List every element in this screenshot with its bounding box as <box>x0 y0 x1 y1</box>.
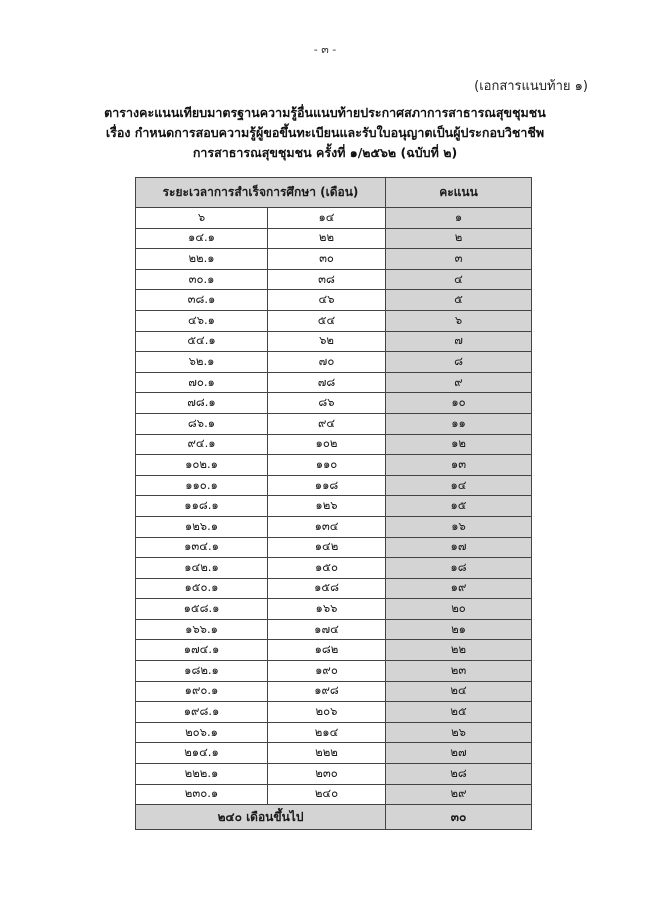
duration-from-cell: ๑๔.๑ <box>136 228 268 249</box>
table-row <box>136 475 532 496</box>
table-row <box>136 393 532 414</box>
score-cell: ๒๒ <box>386 640 532 661</box>
duration-from-cell: ๑๑๐.๑ <box>136 475 268 496</box>
score-cell: ๗ <box>386 331 532 352</box>
duration-from-cell: ๒๒๒.๑ <box>136 764 268 785</box>
score-cell: ๘ <box>386 352 532 373</box>
attachment-label: (เอกสารแนบท้าย ๑) <box>474 79 588 94</box>
table-row <box>136 681 532 702</box>
table-row <box>136 228 532 249</box>
duration-from-cell: ๑๘๒.๑ <box>136 661 268 682</box>
duration-to-cell: ๒๒๒ <box>268 743 386 764</box>
document-title <box>0 103 650 163</box>
table-row <box>136 310 532 331</box>
duration-from-cell: ๑๔๒.๑ <box>136 558 268 579</box>
title-line-3: การสาธารณสุขชุมชน ครั้งที่ ๑/๒๕๖๒ (ฉบับที่ ๒) <box>192 145 458 160</box>
score-cell: ๖ <box>386 310 532 331</box>
duration-from-cell: ๓๐.๑ <box>136 269 268 290</box>
duration-to-cell: ๔๖ <box>268 290 386 311</box>
score-cell: ๒๙ <box>386 784 532 805</box>
duration-to-cell: ๖๒ <box>268 331 386 352</box>
duration-from-cell: ๑๐๒.๑ <box>136 455 268 476</box>
duration-to-cell: ๑๒๖ <box>268 496 386 517</box>
table-row <box>136 764 532 785</box>
duration-to-cell: ๑๖๖ <box>268 599 386 620</box>
duration-to-cell: ๒๒ <box>268 228 386 249</box>
duration-to-cell: ๓๐ <box>268 249 386 270</box>
duration-from-cell: ๒๓๐.๑ <box>136 784 268 805</box>
score-cell: ๑๓ <box>386 455 532 476</box>
duration-from-cell: ๑๗๔.๑ <box>136 640 268 661</box>
table-row <box>136 537 532 558</box>
header-duration: ระยะเวลาการสำเร็จการศึกษา (เดือน) <box>136 178 386 208</box>
duration-to-cell: ๑๔๒ <box>268 537 386 558</box>
score-cell: ๑๘ <box>386 558 532 579</box>
duration-to-cell: ๑๔ <box>268 208 386 229</box>
duration-to-cell: ๑๑๐ <box>268 455 386 476</box>
score-cell: ๑๔ <box>386 475 532 496</box>
duration-from-cell: ๑๕๐.๑ <box>136 578 268 599</box>
duration-to-cell: ๒๐๖ <box>268 702 386 723</box>
score-cell: ๑๒ <box>386 434 532 455</box>
footer-label: ๒๔๐ เดือนขึ้นไป <box>136 805 386 830</box>
table-row <box>136 496 532 517</box>
score-cell: ๕ <box>386 290 532 311</box>
table-row <box>136 352 532 373</box>
score-cell: ๔ <box>386 269 532 290</box>
duration-to-cell: ๑๓๔ <box>268 516 386 537</box>
table-row <box>136 619 532 640</box>
table-row <box>136 269 532 290</box>
score-cell: ๑๙ <box>386 578 532 599</box>
duration-from-cell: ๒๐๖.๑ <box>136 722 268 743</box>
score-cell: ๑๕ <box>386 496 532 517</box>
table-row <box>136 249 532 270</box>
score-cell: ๒๕ <box>386 702 532 723</box>
table-body <box>136 208 532 805</box>
score-cell: ๒๐ <box>386 599 532 620</box>
score-cell: ๑๑ <box>386 413 532 434</box>
title-line-2: เรื่อง กำหนดการสอบความรู้ผู้ขอขึ้นทะเบียนและรับใบอนุญาตเป็นผู้ประกอบวิชาชีพ <box>105 125 545 140</box>
score-cell: ๑๐ <box>386 393 532 414</box>
table-row <box>136 413 532 434</box>
score-cell: ๒๔ <box>386 681 532 702</box>
duration-to-cell: ๙๔ <box>268 413 386 434</box>
score-cell: ๙ <box>386 372 532 393</box>
duration-from-cell: ๑๓๔.๑ <box>136 537 268 558</box>
duration-from-cell: ๓๘.๑ <box>136 290 268 311</box>
score-cell: ๒๑ <box>386 619 532 640</box>
table-row <box>136 434 532 455</box>
duration-from-cell: ๑๒๖.๑ <box>136 516 268 537</box>
duration-to-cell: ๗๘ <box>268 372 386 393</box>
table-row <box>136 784 532 805</box>
score-cell: ๑ <box>386 208 532 229</box>
duration-to-cell: ๑๕๘ <box>268 578 386 599</box>
duration-from-cell: ๗๐.๑ <box>136 372 268 393</box>
table-row <box>136 372 532 393</box>
table-row <box>136 702 532 723</box>
duration-to-cell: ๗๐ <box>268 352 386 373</box>
duration-from-cell: ๖๒.๑ <box>136 352 268 373</box>
duration-from-cell: ๖ <box>136 208 268 229</box>
duration-from-cell: ๒๑๔.๑ <box>136 743 268 764</box>
score-cell: ๑๗ <box>386 537 532 558</box>
duration-from-cell: ๑๕๘.๑ <box>136 599 268 620</box>
duration-to-cell: ๑๘๒ <box>268 640 386 661</box>
duration-to-cell: ๕๔ <box>268 310 386 331</box>
header-score: คะแนน <box>386 178 532 208</box>
duration-from-cell: ๙๔.๑ <box>136 434 268 455</box>
duration-to-cell: ๑๐๒ <box>268 434 386 455</box>
table-row <box>136 455 532 476</box>
table-row <box>136 743 532 764</box>
table-row <box>136 661 532 682</box>
duration-to-cell: ๑๙๐ <box>268 661 386 682</box>
duration-from-cell: ๒๒.๑ <box>136 249 268 270</box>
duration-to-cell: ๘๖ <box>268 393 386 414</box>
score-cell: ๒๘ <box>386 764 532 785</box>
score-cell: ๓ <box>386 249 532 270</box>
duration-to-cell: ๒๑๔ <box>268 722 386 743</box>
table-row <box>136 578 532 599</box>
score-table <box>135 177 532 830</box>
duration-from-cell: ๑๙๘.๑ <box>136 702 268 723</box>
table-row <box>136 208 532 229</box>
duration-from-cell: ๗๘.๑ <box>136 393 268 414</box>
table-row <box>136 516 532 537</box>
duration-to-cell: ๓๘ <box>268 269 386 290</box>
duration-from-cell: ๔๖.๑ <box>136 310 268 331</box>
page-number: - ๓ - <box>313 43 337 56</box>
score-cell: ๒ <box>386 228 532 249</box>
score-cell: ๑๖ <box>386 516 532 537</box>
footer-score: ๓๐ <box>386 805 532 830</box>
table-row <box>136 599 532 620</box>
table-row <box>136 722 532 743</box>
table-row <box>136 331 532 352</box>
table-row <box>136 640 532 661</box>
duration-to-cell: ๑๙๘ <box>268 681 386 702</box>
duration-from-cell: ๕๔.๑ <box>136 331 268 352</box>
duration-from-cell: ๘๖.๑ <box>136 413 268 434</box>
score-cell: ๒๖ <box>386 722 532 743</box>
duration-to-cell: ๒๓๐ <box>268 764 386 785</box>
duration-from-cell: ๑๑๘.๑ <box>136 496 268 517</box>
duration-to-cell: ๑๕๐ <box>268 558 386 579</box>
score-cell: ๒๓ <box>386 661 532 682</box>
duration-from-cell: ๑๙๐.๑ <box>136 681 268 702</box>
duration-from-cell: ๑๖๖.๑ <box>136 619 268 640</box>
table-row <box>136 290 532 311</box>
title-line-1: ตารางคะแนนเทียบมาตรฐานความรู้อื่นแนบท้ายประกาศสภาการสาธารณสุขชุมชน <box>104 105 546 120</box>
table-footer-row <box>136 805 532 830</box>
duration-to-cell: ๒๔๐ <box>268 784 386 805</box>
table-header-row <box>136 178 532 208</box>
score-cell: ๒๗ <box>386 743 532 764</box>
duration-to-cell: ๑๗๔ <box>268 619 386 640</box>
duration-to-cell: ๑๑๘ <box>268 475 386 496</box>
table-row <box>136 558 532 579</box>
